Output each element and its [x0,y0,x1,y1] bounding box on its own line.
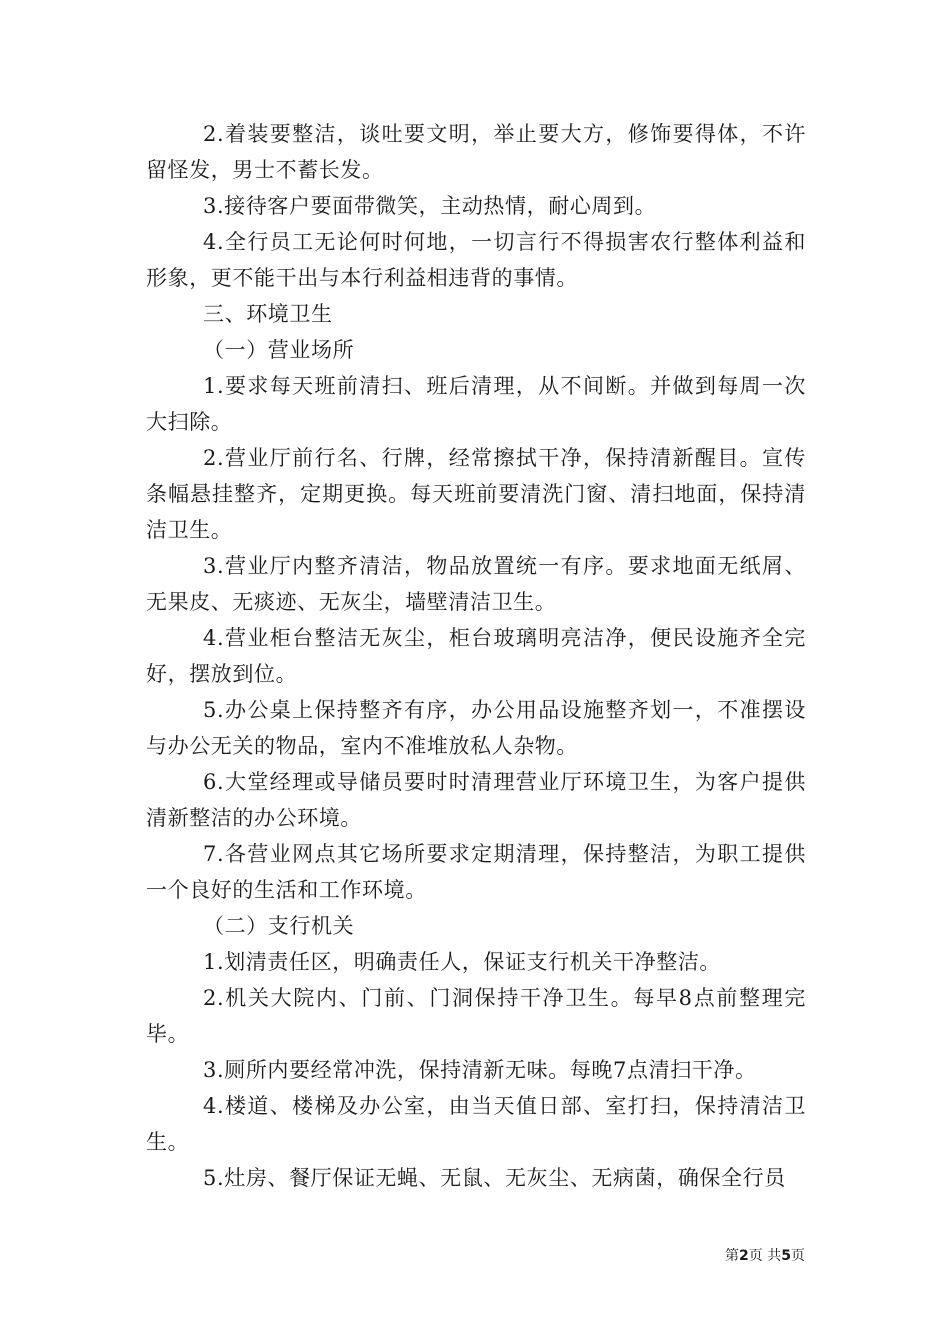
total-page-number: 5 [781,1248,791,1264]
paragraph: 2.着装要整洁，谈吐要文明，举止要大方，修饰要得体，不许留怪发，男士不蓄长发。 [146,122,806,182]
paragraph: 6.大堂经理或导储员要时时清理营业厅环境卫生，为客户提供清新整洁的办公环境。 [146,770,806,830]
paragraph: 4.全行员工无论何时何地，一切言行不得损害农行整体利益和形象，更不能干出与本行利益相违背的事情。 [146,230,806,290]
footer-suffix: 页 [791,1248,805,1264]
paragraph: 2.机关大院内、门前、门洞保持干净卫生。每早8点前整理完毕。 [146,986,806,1046]
current-page-number: 2 [739,1248,749,1264]
paragraph: 5.灶房、餐厅保证无蝇、无鼠、无灰尘、无病菌，确保全行员 [203,1166,786,1190]
paragraph: 2.营业厅前行名、行牌，经常擦拭干净，保持清新醒目。宣传条幅悬挂整齐，定期更换。每天班前要清洗门窗、清扫地面，保持清洁卫生。 [146,446,806,542]
subsection-heading: （一）营业场所 [203,338,355,362]
paragraph: 3.接待客户要面带微笑，主动热情，耐心周到。 [203,194,657,218]
paragraph: 1.划清责任区，明确责任人，保证支行机关干净整洁。 [203,950,722,974]
page-footer [725,1247,805,1265]
paragraph: 5.办公桌上保持整齐有序，办公用品设施整齐划一，不准摆设与办公无关的物品，室内不准堆放私人杂物。 [146,698,806,758]
document-body [146,116,806,1196]
footer-middle: 页 共 [748,1248,782,1264]
paragraph: 4.楼道、楼梯及办公室，由当天值日部、室打扫，保持清洁卫生。 [146,1094,806,1154]
subsection-heading: （二）支行机关 [203,914,355,938]
paragraph: 1.要求每天班前清扫、班后清理，从不间断。并做到每周一次大扫除。 [146,374,806,434]
paragraph: 3.厕所内要经常冲洗，保持清新无味。每晚7点清扫干净。 [203,1058,757,1082]
paragraph: 4.营业柜台整洁无灰尘，柜台玻璃明亮洁净，便民设施齐全完好，摆放到位。 [146,626,806,686]
section-heading: 三、环境卫生 [203,302,333,326]
footer-prefix: 第 [725,1248,740,1264]
paragraph: 3.营业厅内整齐清洁，物品放置统一有序。要求地面无纸屑、无果皮、无痰迹、无灰尘，墙壁清洁卫生。 [146,554,806,614]
paragraph: 7.各营业网点其它场所要求定期清理，保持整洁，为职工提供一个良好的生活和工作环境。 [146,842,806,902]
